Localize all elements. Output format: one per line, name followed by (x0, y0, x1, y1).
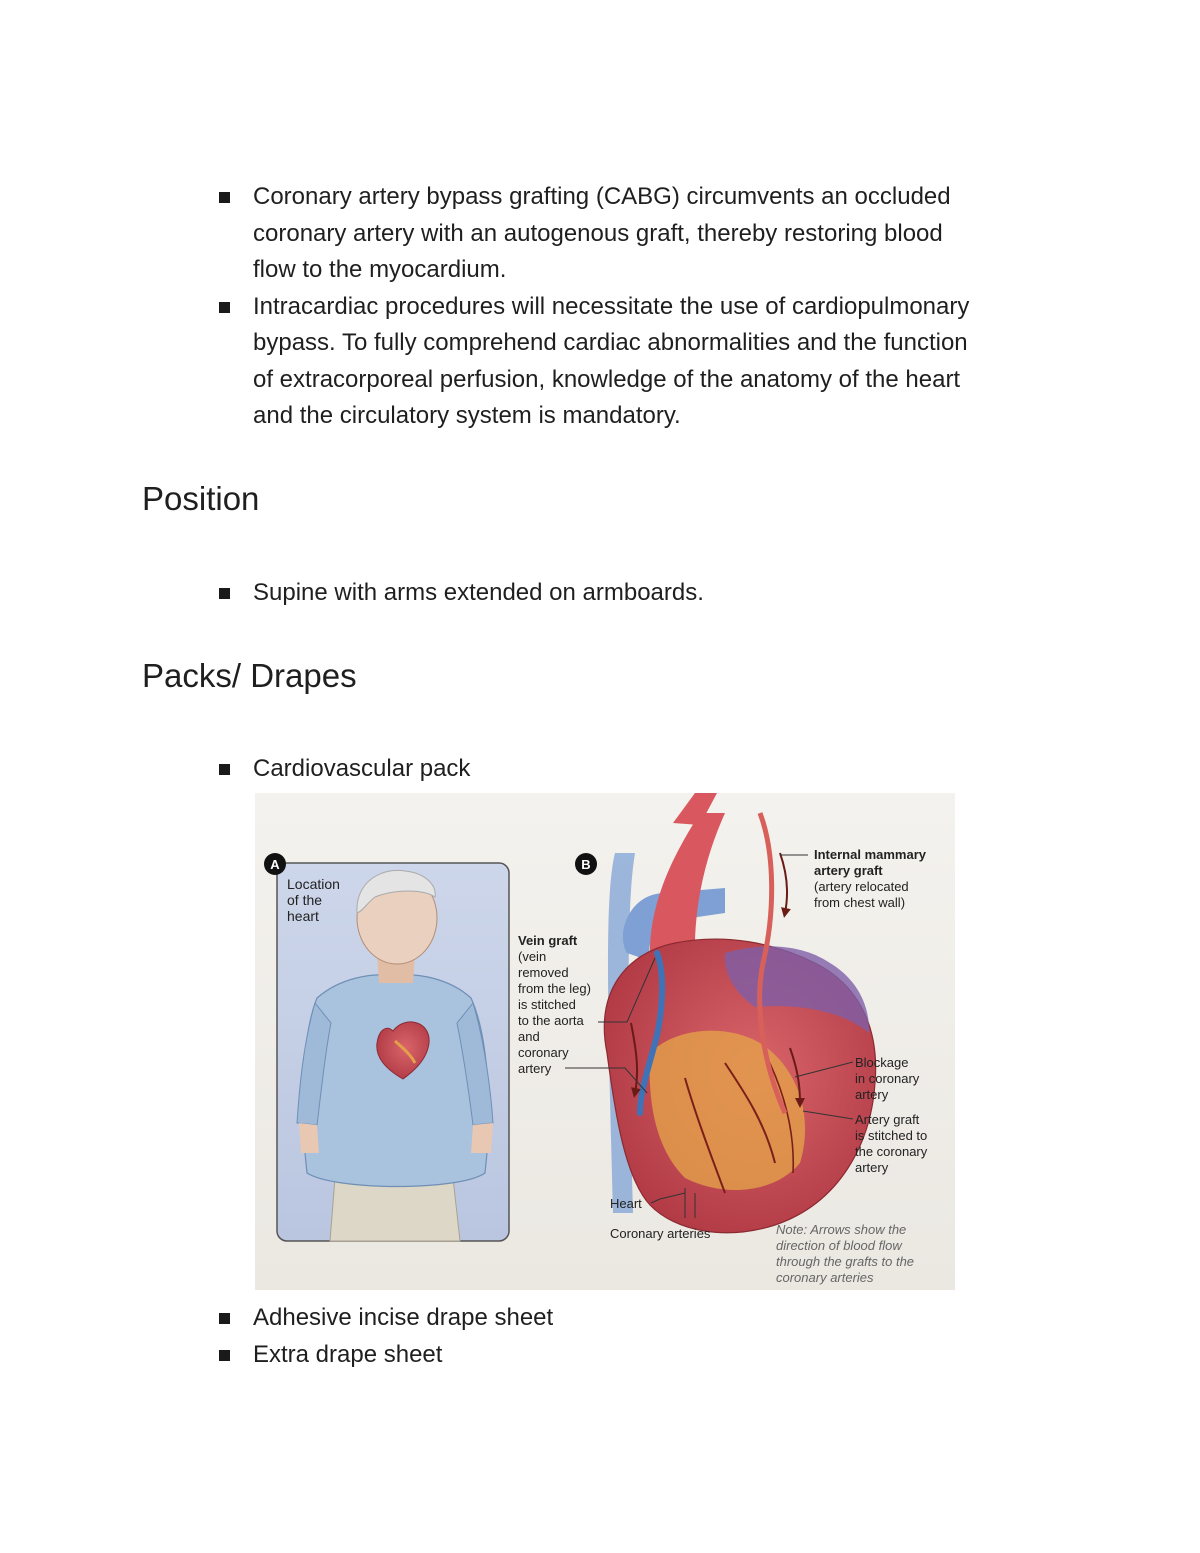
intro-bullet-list (0, 179, 1053, 435)
bullet-line: of extracorporeal perfusion, knowledge of the anatomy of the heart (253, 365, 961, 393)
bullet-item-supine (0, 575, 1053, 612)
bullet-text: Adhesive incise drape sheet (253, 1304, 554, 1331)
cabg-illustration (255, 793, 955, 1290)
heart-label: Heart (610, 1196, 642, 1211)
bullet-item-intracardiac (0, 289, 1053, 435)
vein-graft-line: is stitched (518, 997, 576, 1012)
bullet-line: Coronary artery bypass grafting (CABG) circumvents an occluded (253, 183, 951, 210)
bullet-line: coronary artery with an autogenous graft, thereby restoring blood (253, 219, 943, 247)
coronary-arteries-label: Coronary arteries (610, 1226, 711, 1241)
bullet-line: bypass. To fully comprehend cardiac abnormalities and the function (253, 329, 968, 356)
bullet-line: Intracardiac procedures will necessitate the use of cardiopulmonary (253, 292, 970, 320)
blockage-label-line: Blockage (855, 1055, 909, 1070)
square-bullet-icon (219, 302, 230, 313)
imag-title-line: artery graft (814, 863, 883, 878)
location-label-line: Location (287, 876, 340, 892)
vein-graft-line: from the leg) (518, 981, 591, 996)
vein-graft-title: Vein graft (518, 933, 578, 948)
note-line: through the grafts to the (776, 1254, 915, 1269)
vein-graft-line: to the aorta (518, 1013, 584, 1028)
packs-bullet-list-top (0, 751, 1053, 788)
vein-graft-line: coronary (518, 1045, 569, 1060)
panel-a (264, 853, 509, 1241)
bullet-item-cardiovascular-pack (0, 751, 1053, 788)
left-hand-shape (299, 1123, 319, 1153)
square-bullet-icon (219, 588, 230, 599)
artery-graft-label-line: the coronary (855, 1144, 928, 1159)
bullet-text: Supine with arms extended on armboards. (253, 579, 704, 606)
blockage-label-line: artery (855, 1087, 889, 1102)
imag-detail-line: from chest wall) (814, 895, 906, 910)
artery-graft-label-line: artery (855, 1160, 889, 1175)
bullet-item-adhesive-drape (0, 1300, 1053, 1337)
note-line: direction of blood flow (776, 1238, 902, 1253)
position-bullet-list (0, 575, 1053, 612)
bullet-line: and the circulatory system is mandatory. (253, 402, 681, 429)
blockage-label-line: in coronary (855, 1071, 920, 1086)
right-hand-shape (471, 1123, 493, 1153)
bullet-item-extra-drape (0, 1337, 1053, 1374)
artery-graft-label-line: Artery graft (855, 1112, 920, 1127)
imag-detail-line: (artery relocated (814, 879, 909, 894)
bullet-line: flow to the myocardium. (253, 256, 507, 283)
square-bullet-icon (219, 192, 230, 203)
location-label-line: of the (287, 892, 323, 908)
square-bullet-icon (219, 1313, 230, 1324)
trousers-shape (330, 1178, 460, 1241)
bullet-text: Extra drape sheet (253, 1340, 443, 1368)
vein-graft-line: (vein (518, 949, 547, 964)
imag-title-line: Internal mammary (814, 847, 926, 862)
shirt-shape (303, 975, 489, 1187)
badge-b-label: B (581, 857, 591, 872)
bullet-text: Cardiovascular pack (253, 755, 471, 782)
square-bullet-icon (219, 764, 230, 775)
packs-drapes-heading: Packs/ Drapes (142, 657, 357, 694)
packs-bullet-list-bottom (0, 1300, 1053, 1373)
note-line: Note: Arrows show the (776, 1222, 907, 1237)
badge-a-label: A (270, 857, 280, 872)
vein-graft-line: and (518, 1029, 540, 1044)
vein-graft-line: artery (518, 1061, 552, 1076)
note-line: coronary arteries (776, 1270, 874, 1285)
location-label-line: heart (287, 908, 319, 924)
artery-graft-label-line: is stitched to (855, 1128, 928, 1143)
vein-graft-line: removed (518, 965, 569, 980)
position-heading: Position (142, 480, 260, 517)
square-bullet-icon (219, 1350, 230, 1361)
bullet-item-cabg (0, 179, 1053, 289)
